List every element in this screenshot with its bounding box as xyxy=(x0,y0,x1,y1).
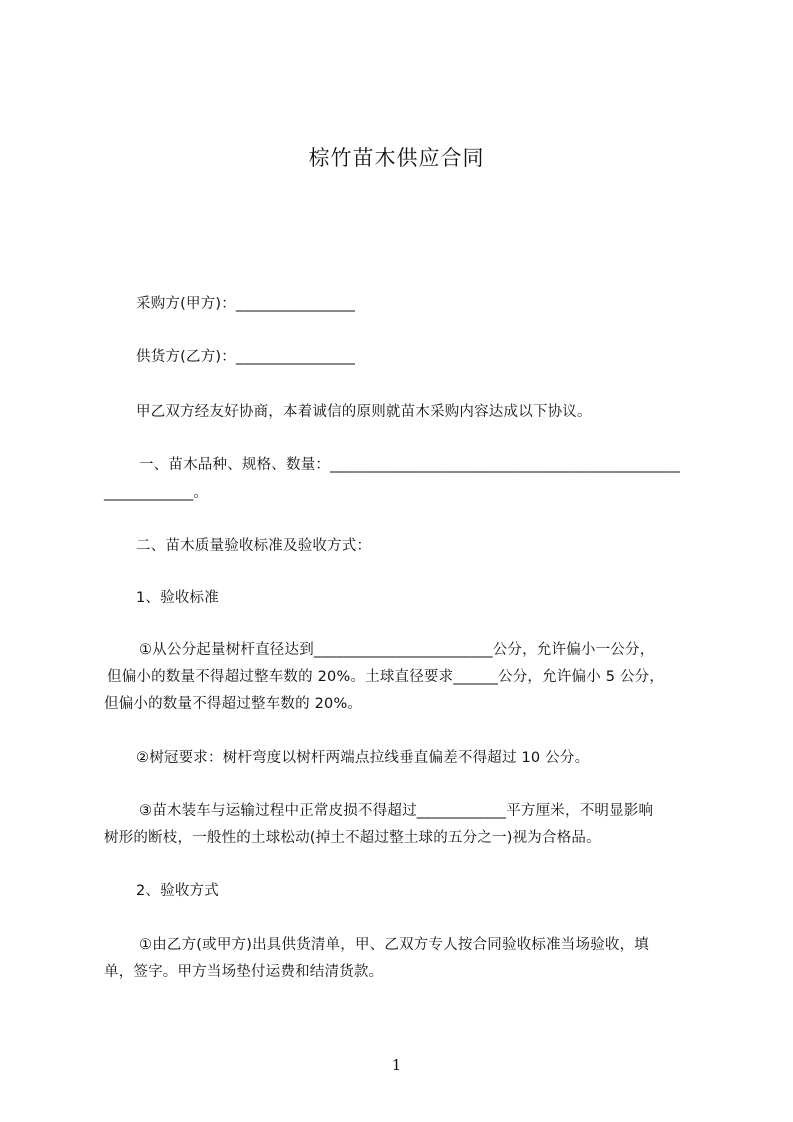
intro-paragraph: 甲乙双方经友好协商，本着诚信的原则就苗木采购内容达成以下协议。 xyxy=(136,404,592,420)
item-1-line-2: 但偏小的数量不得超过整车数的 20%。土球直径要求______公分，允许偏小 5 公分， xyxy=(107,669,665,685)
party-a-line: 采购方(甲方)：________________ xyxy=(136,296,356,312)
item-2-line: ②树冠要求：树杆弯度以树杆两端点拉线垂直偏差不得超过 10 公分。 xyxy=(136,750,590,766)
page-title: 棕竹苗木供应合同 xyxy=(308,146,485,170)
section-1-line-2: ____________。 xyxy=(104,485,209,501)
item-1-line-1: ①从公分起量树杆直径达到________________________公分，允许偏小一公分， xyxy=(139,642,655,658)
subsection-2-heading: 2、验收方式 xyxy=(136,883,219,899)
item-1-line-3: 但偏小的数量不得超过整车数的 20%。 xyxy=(104,696,363,712)
item-3-line-1: ③苗木装车与运输过程中正常皮损不得超过____________平方厘米，不明显影响 xyxy=(139,803,654,819)
item-3-line-2: 树形的断枝，一般性的土球松动(掉土不超过整土球的五分之一)视为合格品。 xyxy=(104,830,601,846)
method-1-line-2: 单，签字。甲方当场垫付运费和结清货款。 xyxy=(104,964,384,980)
method-1-line-1: ①由乙方(或甲方)出具供货清单，甲、乙双方专人按合同验收标准当场验收，填 xyxy=(139,937,650,953)
section-2-heading: 二、苗木质量验收标准及验收方式： xyxy=(136,538,372,554)
page-number: 1 xyxy=(391,1056,402,1074)
party-b-line: 供货方(乙方)：________________ xyxy=(136,349,356,365)
subsection-1-heading: 1、验收标准 xyxy=(136,590,219,606)
section-1-line-1: 一、苗木品种、规格、数量：_______________________________________________ xyxy=(139,457,681,473)
